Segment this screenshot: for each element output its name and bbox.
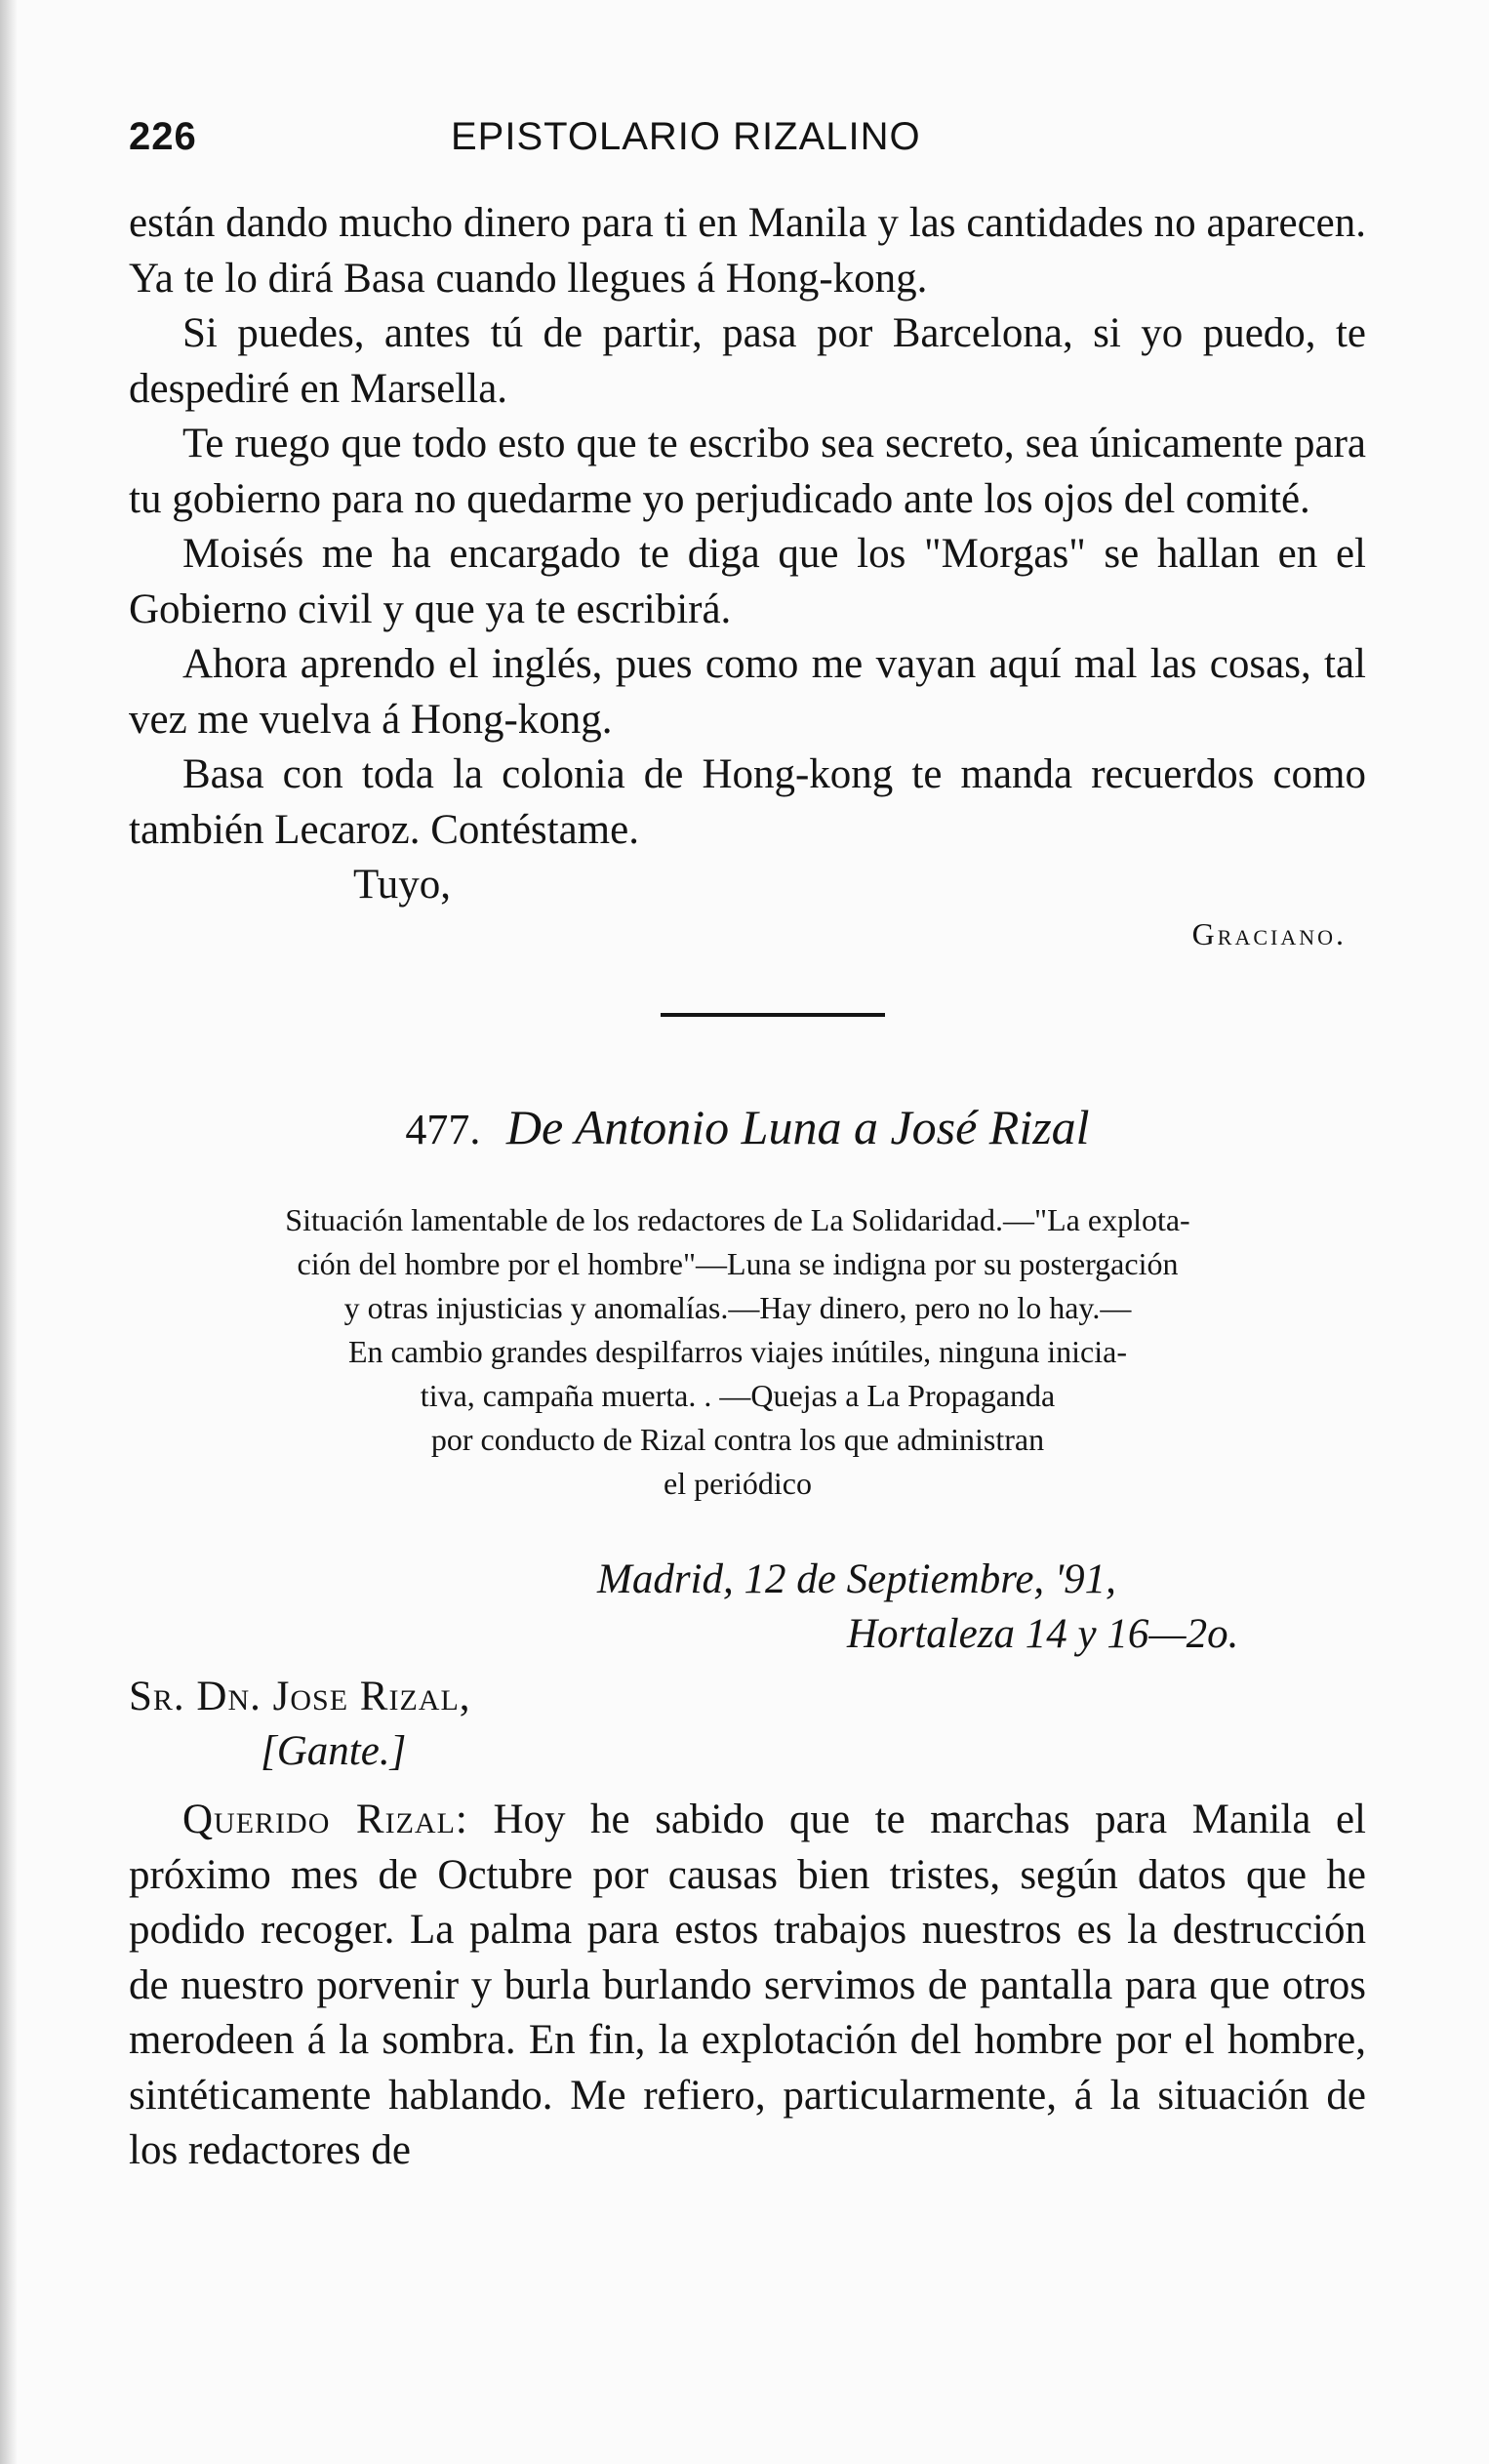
paragraph: Te ruego que todo esto que te escribo sea secreto, sea únicamente para tu gobierno para no quedarme yo perjudicado ante los ojos del comité. — [129, 421, 1366, 522]
paragraph: Basa con toda la colonia de Hong-kong te manda recuerdos como también Lecaroz. Contéstame. — [129, 751, 1366, 853]
summary-line: En cambio grandes despilfarros viajes inútiles, ninguna inicia- — [348, 1334, 1127, 1369]
addressee — [129, 1670, 1366, 1779]
letter-closing: Tuyo, — [353, 862, 452, 908]
summary-line: Situación lamentable de los redactores de La Solidaridad.—"La explota- — [285, 1202, 1190, 1237]
summary-line: por conducto de Rizal contra los que administran — [430, 1422, 1045, 1457]
salutation: Querido Rizal: — [182, 1797, 468, 1842]
address-line: Hortaleza 14 y 16—2o. — [847, 1611, 1239, 1657]
place-date-line: Madrid, 12 de Septiembre, '91, — [597, 1556, 1116, 1602]
letter-title: De Antonio Luna a José Rizal — [505, 1100, 1090, 1154]
summary-line: y otras injusticias y anomalías.—Hay dinero, pero no lo hay.— — [343, 1290, 1132, 1325]
paragraph: están dando mucho dinero para ti en Manila y las cantidades no aparecen. Ya te lo dirá Basa cuando llegues á Hong-kong. — [129, 200, 1366, 302]
page-number: 226 — [129, 115, 197, 158]
running-title: EPISTOLARIO RIZALINO — [451, 115, 921, 158]
paragraph: Si puedes, antes tú de partir, pasa por Barcelona, si yo puedo, te despediré en Marsella. — [129, 310, 1366, 412]
letter-summary — [129, 1198, 1347, 1506]
summary-line: el periódico — [664, 1466, 812, 1501]
addressee-name: Sr. Dn. Jose Rizal, — [129, 1674, 471, 1719]
page-edge-shadow — [0, 0, 18, 2464]
signature: Graciano. — [1191, 916, 1347, 951]
running-head — [129, 115, 1366, 159]
place-date — [129, 1553, 1366, 1662]
paragraph: Ahora aprendo el inglés, pues como me vayan aquí mal las cosas, tal vez me vuelva á Hong-kong. — [129, 641, 1366, 743]
letter-number: 477. — [405, 1106, 481, 1153]
letter-body — [129, 1793, 1366, 2179]
section-divider — [661, 1013, 885, 1017]
body-text: Hoy he sabido que te marchas para Manila el próximo mes de Octubre por causas bien tristes, según datos que he podido recoger. La palma para estos trabajos nuestros es la destrucción de nuestro porvenir y burla burlando servimos de pantalla para que otros merodeen á la sombra. En fin, la explotación del hombre por el hombre, sintéticamente hablando. Me refiero, particularmente, á la situación de los redactores de — [129, 1797, 1366, 2173]
addressee-location: [Gante.] — [261, 1728, 407, 1774]
paragraph: Moisés me ha encargado te diga que los "Morgas" se hallan en el Gobierno civil y que ya te escribirá. — [129, 531, 1366, 632]
summary-line: tiva, campaña muerta. . —Quejas a La Propaganda — [420, 1378, 1056, 1413]
paragraph — [129, 1793, 1366, 2179]
previous-letter-text — [129, 196, 1366, 858]
summary-line: ción del hombre por el hombre"—Luna se indigna por su postergación — [297, 1246, 1179, 1281]
letter-heading — [129, 1099, 1366, 1155]
